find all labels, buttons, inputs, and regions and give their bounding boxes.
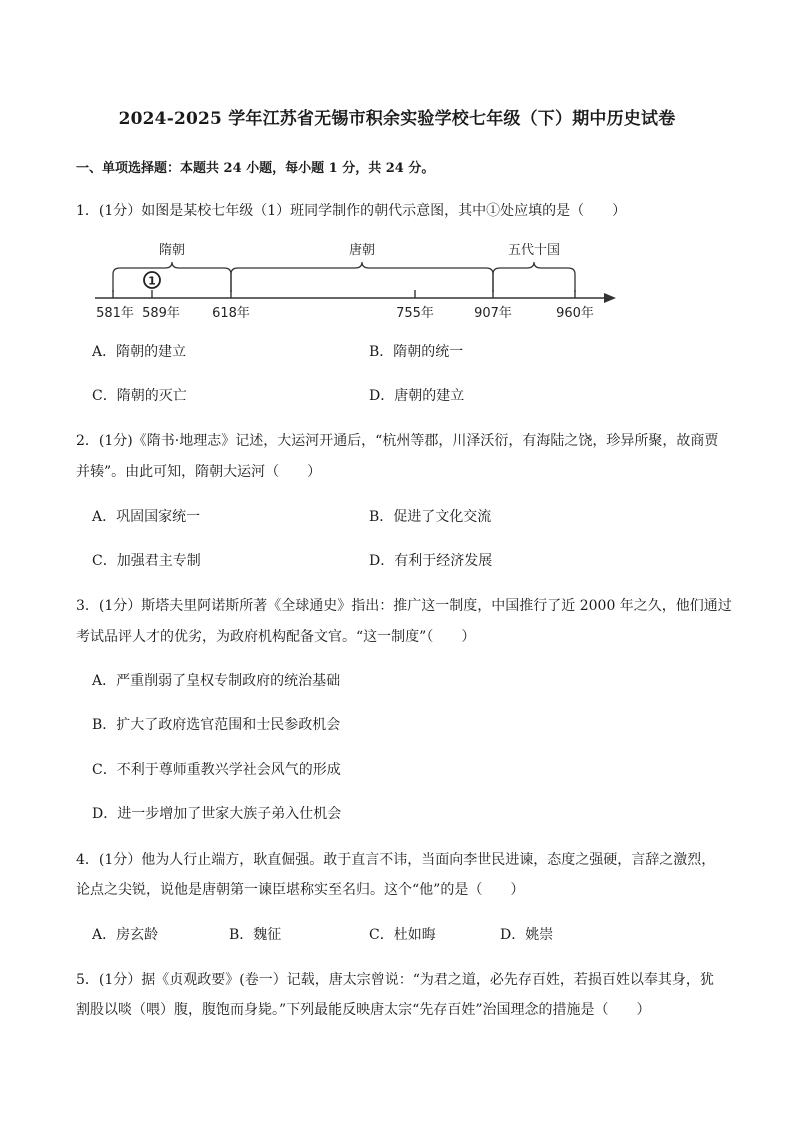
q4-option-c[interactable]: C．杜如晦 — [369, 927, 436, 943]
label-five-dynasties: 五代十国 — [507, 243, 561, 258]
question-2-stem-line2: 并辏”。由此可知，隋朝大运河（ ） — [76, 464, 322, 480]
question-5-stem-line1: 5．(1分）据《贞观政要》(卷一）记载，唐太宗曾说：“为君之道，必先存百姓，若损百姓以奉其身，犹 — [76, 972, 714, 988]
question-2-stem-line1: 2．(1分)《隋书·地理志》记述，大运河开通后，“杭州等郡，川泽沃衍，有海陆之饶，珍异所聚，故商贾 — [76, 433, 719, 449]
question-1-stem: 1．(1分）如图是某校七年级（1）班同学制作的朝代示意图，其中①处应填的是（ ） — [76, 203, 627, 219]
timeline-svg — [90, 232, 630, 327]
year-960: 960年 — [556, 306, 594, 321]
blank-marker-number: 1 — [148, 274, 156, 288]
q1-option-d[interactable]: D．唐朝的建立 — [369, 388, 465, 404]
question-5-stem-line2: 割股以啖（喂）腹，腹饱而身毙。”下列最能反映唐太宗“先存百姓”治国理念的措施是（ ） — [76, 1002, 651, 1018]
q4-option-d[interactable]: D．姚崇 — [500, 927, 554, 943]
year-907: 907年 — [474, 306, 512, 321]
q2-option-d[interactable]: D．有利于经济发展 — [369, 553, 493, 569]
question-3-stem-line2: 考试品评人才的优劣，为政府机构配备文官。“这一制度”（ ） — [76, 629, 476, 645]
year-581: 581年 — [96, 306, 134, 321]
q2-option-b[interactable]: B．促进了文化交流 — [369, 509, 492, 525]
section-heading: 一、单项选择题：本题共 24 小题，每小题 1 分，共 24 分。 — [76, 161, 435, 176]
year-618: 618年 — [212, 306, 250, 321]
q1-option-c[interactable]: C．隋朝的灭亡 — [92, 388, 187, 404]
q3-option-d[interactable]: D．进一步增加了世家大族子弟入仕机会 — [92, 806, 342, 822]
dynasty-timeline — [90, 232, 630, 327]
sui-brace — [113, 262, 231, 292]
tang-brace — [231, 262, 493, 292]
year-589: 589年 — [142, 306, 180, 321]
year-755: 755年 — [396, 306, 434, 321]
q3-option-a[interactable]: A．严重削弱了皇权专制政府的统治基础 — [92, 673, 341, 689]
question-4-stem-line2: 论点之尖锐，说他是唐朝第一谏臣堪称实至名归。这个“他”的是（ ） — [76, 882, 525, 898]
q3-option-c[interactable]: C．不利于尊师重教兴学社会风气的形成 — [92, 762, 341, 778]
question-3-stem-line1: 3．(1分）斯塔夫里阿诺斯所著《全球通史》指出：推广这一制度，中国推行了近 2000 年之久，他们通过 — [76, 598, 732, 614]
q2-option-a[interactable]: A．巩固国家统一 — [92, 509, 201, 525]
timeline-arrow — [604, 293, 616, 303]
q4-option-b[interactable]: B．魏征 — [229, 927, 282, 943]
label-sui: 隋朝 — [158, 243, 186, 258]
exam-title: 2024-2025 学年江苏省无锡市积余实验学校七年级（下）期中历史试卷 — [118, 109, 676, 129]
five-dynasties-brace — [493, 262, 575, 292]
q1-option-b[interactable]: B．隋朝的统一 — [369, 344, 464, 360]
q3-option-b[interactable]: B．扩大了政府选官范围和士民参政机会 — [92, 717, 341, 733]
q4-option-a[interactable]: A．房玄龄 — [92, 927, 159, 943]
q2-option-c[interactable]: C．加强君主专制 — [92, 553, 201, 569]
question-4-stem-line1: 4．(1分）他为人行止端方，耿直倔强。敢于直言不讳，当面向李世民进谏，态度之强硬，言辞之激烈， — [76, 852, 716, 868]
q1-option-a[interactable]: A．隋朝的建立 — [92, 344, 187, 360]
label-tang: 唐朝 — [348, 243, 376, 258]
